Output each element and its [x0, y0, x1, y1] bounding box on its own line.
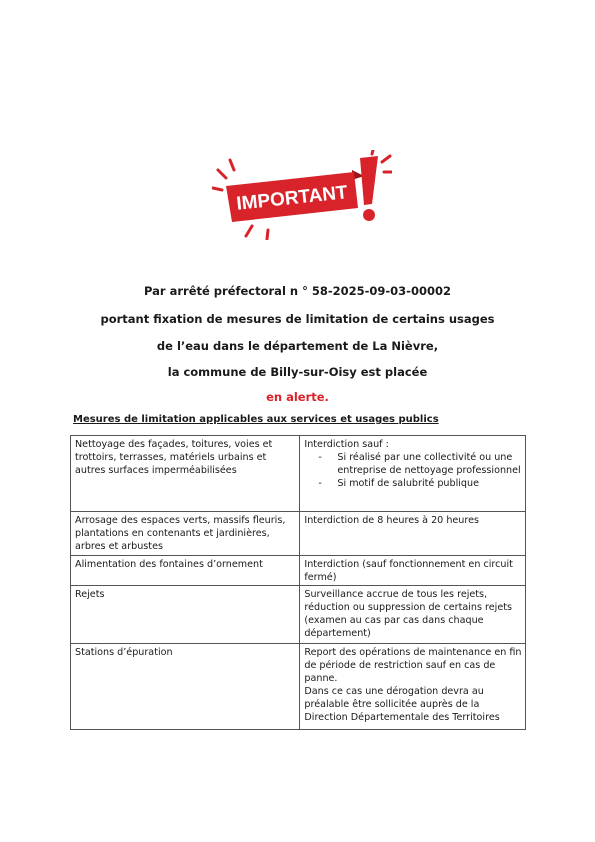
table-row: [71, 436, 526, 512]
alert-status: en alerte.: [266, 390, 329, 404]
usage-cell: Arrosage des espaces verts, massifs fleuris, plantations en contenants et jardinières, arbres et arbustes: [71, 512, 300, 556]
list-item: - Si réalisé par une collectivité ou une entreprise de nettoyage professionnel: [318, 451, 522, 477]
measure-cell: [300, 644, 526, 730]
department-line: de l’eau dans le département de La Nièvre,: [156, 339, 439, 353]
table-row: [71, 512, 526, 556]
usage-cell: Rejets: [71, 586, 300, 644]
important-badge: [212, 150, 392, 240]
measure-text: Interdiction sauf :: [304, 439, 389, 450]
measure-text: Report des opérations de maintenance en fin de période de restriction sauf en cas de panne.: [304, 647, 522, 684]
measure-cell: Interdiction de 8 heures à 20 heures: [300, 512, 526, 556]
exception-list: [304, 451, 522, 490]
measure-cell: Surveillance accrue de tous les rejets, réduction ou suppression de certains rejets (examen au cas par cas dans chaque département): [300, 586, 526, 644]
usage-cell: Stations d’épuration: [71, 644, 300, 730]
measure-cell: [300, 436, 526, 512]
commune-line: la commune de Billy-sur-Oisy est placée: [167, 365, 428, 379]
usage-cell: Alimentation des fontaines d’ornement: [71, 556, 300, 586]
table-row: [71, 644, 526, 730]
badge-text: IMPORTANT: [235, 182, 349, 215]
list-item: - Si motif de salubrité publique: [318, 477, 522, 490]
subject-line: portant fixation de mesures de limitation de certains usages: [100, 312, 495, 326]
table-row: [71, 586, 526, 644]
section-title: Mesures de limitation applicables aux services et usages publics: [73, 414, 439, 425]
table-row: [71, 556, 526, 586]
decree-line: Par arrêté préfectoral n ° 58-2025-09-03-00002: [144, 284, 451, 298]
usage-cell: Nettoyage des façades, toitures, voies et trottoirs, terrasses, matériels urbains et autres surfaces imperméabilisées: [71, 436, 300, 512]
measure-text: Dans ce cas une dérogation devra au préalable être sollicitée auprès de la Direction Départementale des Territoires: [304, 686, 500, 723]
measure-cell: Interdiction (sauf fonctionnement en circuit fermé): [300, 556, 526, 586]
measures-table: [70, 435, 526, 730]
exclamation-icon: [360, 156, 378, 221]
